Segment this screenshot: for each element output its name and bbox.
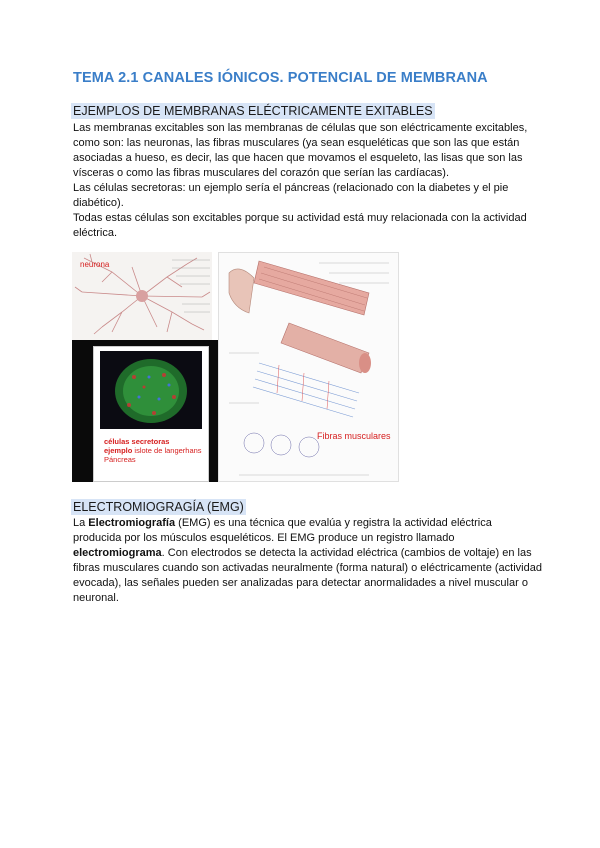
membranes-paragraph-1: Las membranas excitables son las membranas de células que son eléctricamente excitables, como son: las neuronas, las fibras musculares (ya sean esqueléticas que son las que están asociadas a hueso, es decir, las que hacen que movamos el esqueleto, las lisas que son las vísceras o como las fibras musculares del corazón que serían las cardíacas).: [73, 122, 528, 179]
emg-text-middle: (EMG) es una técnica que evalúa y registra la actividad eléctrica producida por los músculos esqueléticos. El EMG produce un registro llamado: [73, 517, 492, 544]
page-title: TEMA 2.1 CANALES IÓNICOS. POTENCIAL DE MEMBRANA: [73, 70, 488, 86]
muscle-fibers-image: [218, 252, 399, 482]
emg-text-start: La: [73, 517, 89, 529]
emg-text: [73, 516, 543, 606]
pancreas-caption-line-3: Páncreas: [104, 455, 136, 464]
pancreas-caption-rest: islote de langerhans: [132, 446, 202, 455]
pancreas-caption: [104, 437, 202, 464]
excitable-cells-figure: [72, 252, 399, 482]
membranes-text: [73, 121, 543, 241]
neuron-label: neurona: [80, 260, 110, 269]
section-heading-membranes: EJEMPLOS DE MEMBRANAS ELÉCTRICAMENTE EXITABLES: [73, 104, 433, 118]
emg-paragraph: [73, 516, 543, 606]
pancreas-cells-image: [93, 346, 209, 482]
pancreas-caption-line-2: [104, 446, 202, 455]
neuron-image: [72, 252, 212, 340]
pancreas-caption-bold: ejemplo: [104, 446, 133, 455]
emg-term-electromiograma: electromiograma: [73, 547, 162, 559]
section-heading-emg: ELECTROMIOGRAGÍA (EMG): [73, 500, 244, 514]
muscle-fiber-diagram: [219, 253, 398, 481]
muscle-label: Fibras musculares: [317, 431, 391, 441]
islet-micrograph: [94, 347, 208, 433]
membranes-paragraph-3: Todas estas células son excitables porque su actividad está muy relacionada con la actividad eléctrica.: [73, 212, 527, 239]
emg-term-electromiografia: Electromiografía: [88, 517, 176, 529]
membranes-paragraph-2: Las células secretoras: un ejemplo sería el páncreas (relacionado con la diabetes y el pie diabético).: [73, 182, 509, 209]
emg-text-end: . Con electrodos se detecta la actividad eléctrica (cambios de voltaje) en las fibras musculares cuando son activadas neuralmente (forma natural) o eléctricamente (actividad evocada), las señales pueden ser analizadas para detectar anormalidades a nivel muscular o neuronal.: [73, 547, 542, 604]
pancreas-caption-line-1: células secretoras: [104, 437, 170, 446]
